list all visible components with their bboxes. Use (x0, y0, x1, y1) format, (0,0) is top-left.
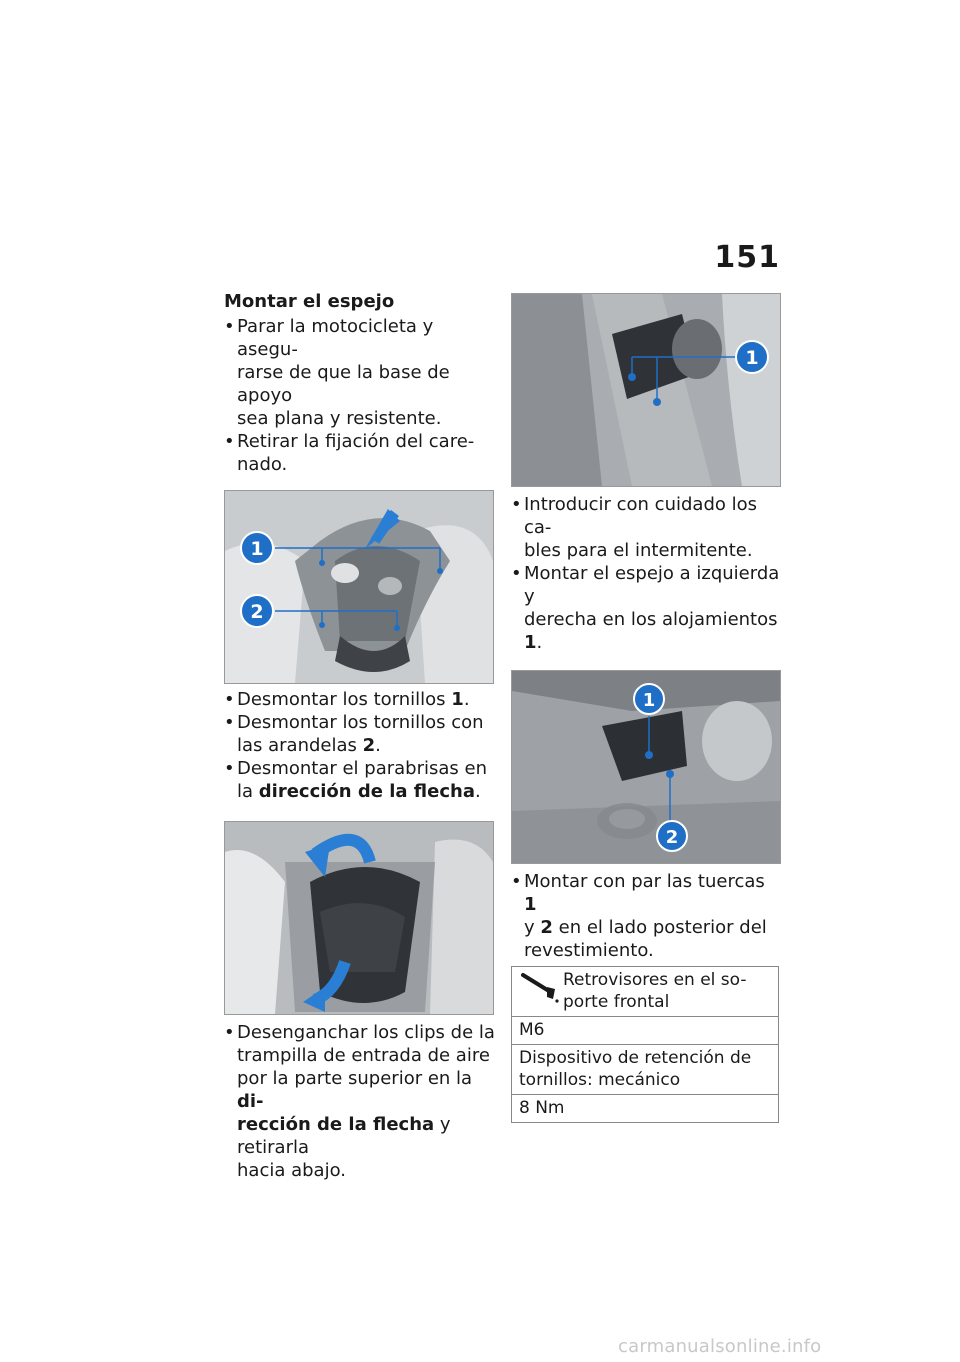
callout-2: 2 (665, 827, 679, 848)
left-column (224, 290, 496, 1182)
callout-1: 1 (745, 347, 759, 369)
callout-1: 1 (642, 690, 656, 711)
callout-1: 1 (250, 538, 264, 560)
steps-list-a (224, 315, 496, 476)
spec-title: Retrovisores en el so- (563, 970, 747, 990)
footer-watermark: carmanualsonline.info (618, 1336, 822, 1357)
right-column (511, 293, 781, 1123)
spec-row-locking: Dispositivo de retención de tornillos: mecánico (512, 1045, 779, 1095)
torque-wrench-icon (519, 969, 563, 1013)
figure-air-intake-flap (224, 821, 494, 1015)
step-item: • Introducir con cuidado los ca- bles para el intermitente. (511, 493, 781, 562)
steps-list-e (511, 870, 781, 962)
step-item: • Desmontar los tornillos 1. (224, 688, 496, 711)
step-item: • Parar la motocicleta y asegu- rarse de que la base de apoyo sea plana y resistente. (224, 315, 496, 430)
spec-row-torque: 8 Nm (512, 1095, 779, 1123)
step-item: • Montar con par las tuercas 1 y 2 en el lado posterior del revestimiento. (511, 870, 781, 962)
spec-row-thread: M6 (512, 1017, 779, 1045)
step-item: • Desmontar los tornillos con las arandelas 2. (224, 711, 496, 757)
step-item: • Montar el espejo a izquierda y derecha en los alojamientos 1. (511, 562, 781, 654)
torque-spec-table (511, 966, 779, 1123)
steps-list-d (511, 493, 781, 654)
figure-mirror-nuts (511, 670, 781, 864)
figure-windscreen-screws (224, 490, 494, 684)
section-title: Montar el espejo (224, 291, 395, 312)
figure-mirror-mounts (511, 293, 781, 487)
step-item: • Desmontar el parabrisas en la dirección de la flecha. (224, 757, 496, 803)
spec-row-title: Retrovisores en el so- porte frontal (512, 967, 779, 1017)
step-item: • Retirar la fijación del care- nado. (224, 430, 496, 476)
step-item: • Desenganchar los clips de la trampilla de entrada de aire por la parte superior en la di- rección de la flecha y retirarla hacia abajo. (224, 1021, 496, 1182)
steps-list-c (224, 1021, 496, 1182)
callout-2: 2 (250, 601, 264, 623)
page-number: 151 (714, 240, 780, 275)
steps-list-b (224, 688, 496, 803)
